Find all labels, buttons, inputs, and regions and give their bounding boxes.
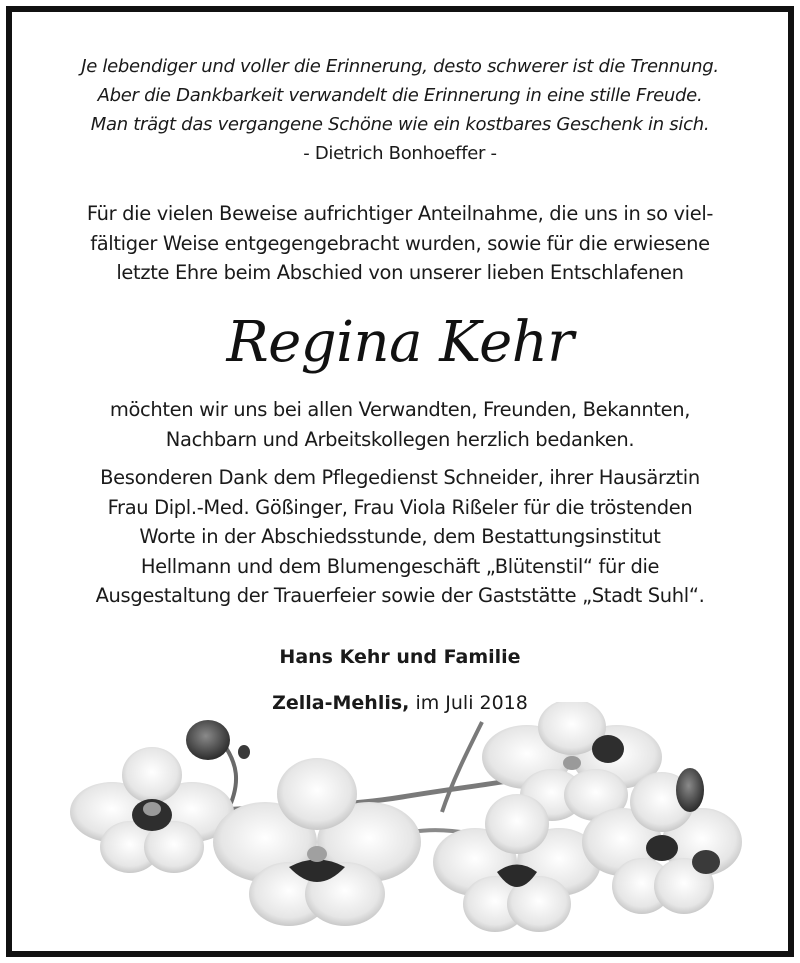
obituary-card (6, 6, 794, 957)
bonhoeffer-quote (12, 52, 788, 168)
special-thanks-line: Besonderen Dank dem Pflegedienst Schneider, ihrer Hausärztin (100, 466, 700, 489)
date-text: im Juli 2018 (415, 692, 528, 714)
special-thanks-line: Ausgestaltung der Trauerfeier sowie der Gaststätte „Stadt Suhl“. (95, 584, 705, 607)
intro-line: fältiger Weise entgegengebracht wurden, sowie für die erwiesene (90, 231, 710, 255)
thanks-paragraph (12, 395, 788, 454)
quote-line: Je lebendiger und voller die Erinnerung, desto schwerer ist die Trennung. (81, 56, 719, 77)
quote-line: Aber die Dankbarkeit verwandelt die Erinnerung in eine stille Freude. (97, 85, 703, 106)
special-thanks-line: Frau Dipl.-Med. Gößinger, Frau Viola Rißeler für die tröstenden (107, 495, 693, 519)
orchid-illustration (12, 702, 788, 951)
deceased-name: Regina Kehr (226, 310, 574, 375)
place-date (12, 690, 788, 716)
quote-line: Man trägt das vergangene Schöne wie ein kostbares Geschenk in sich. (90, 114, 710, 135)
intro-line: Für die vielen Beweise aufrichtiger Anteilnahme, die uns in so viel- (86, 202, 714, 225)
signature: Hans Kehr und Familie (279, 646, 521, 668)
thanks-line: möchten wir uns bei allen Verwandten, Freunden, Bekannten, (109, 398, 691, 421)
special-thanks-paragraph (12, 463, 788, 611)
special-thanks-line: Hellmann und dem Blumengeschäft „Blütenstil“ für die (140, 554, 660, 578)
thanks-line: Nachbarn und Arbeitskollegen herzlich bedanken. (165, 427, 635, 451)
special-thanks-line: Worte in der Abschiedsstunde, dem Bestattungsinstitut (139, 525, 661, 548)
quote-author: - Dietrich Bonhoeffer - (303, 143, 497, 164)
intro-paragraph (12, 199, 788, 288)
intro-line: letzte Ehre beim Abschied von unserer lieben Entschlafenen (116, 261, 684, 284)
place-name: Zella-Mehlis, (272, 692, 410, 714)
